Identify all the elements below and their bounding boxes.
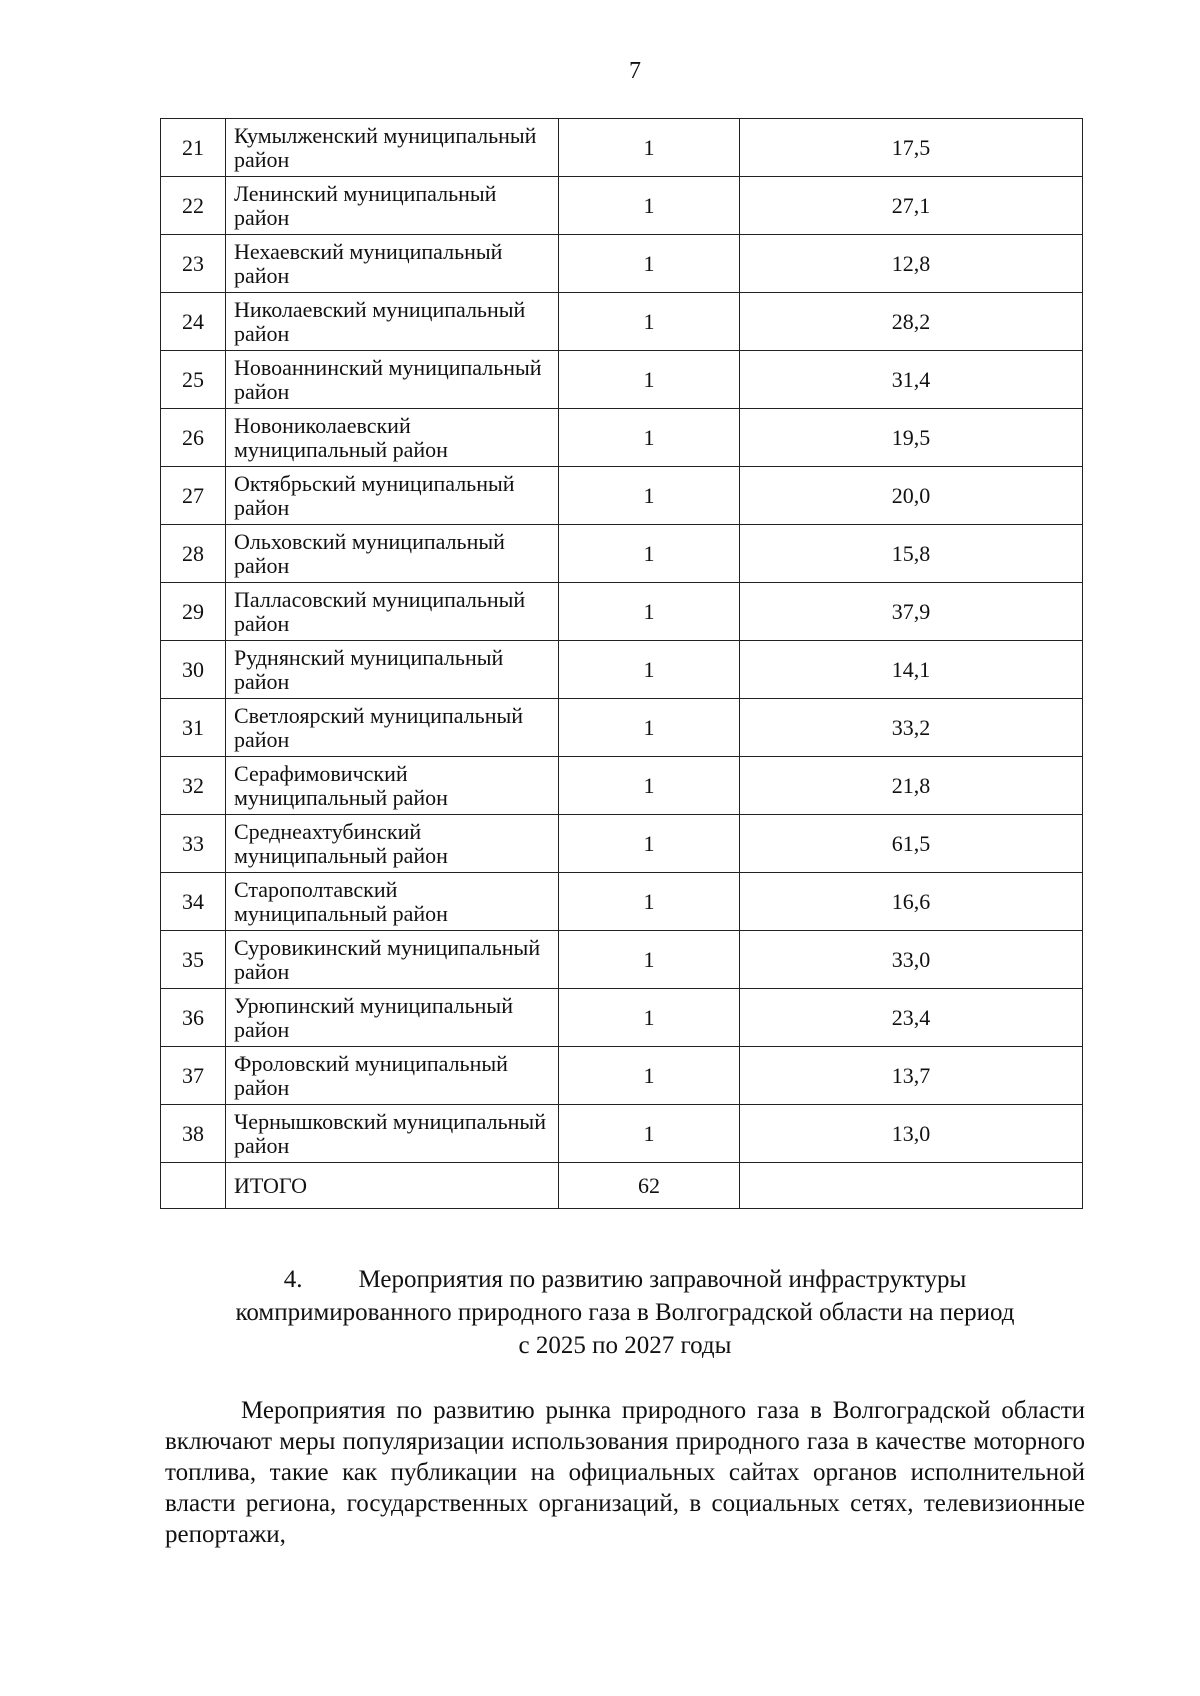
row-count: 1	[559, 815, 740, 873]
district-name: Серафимовичский муниципальный район	[226, 757, 559, 815]
row-value: 33,2	[740, 699, 1083, 757]
row-number: 34	[161, 873, 226, 931]
row-value: 61,5	[740, 815, 1083, 873]
table-row	[161, 873, 1083, 931]
row-number: 37	[161, 1047, 226, 1105]
district-name: Кумылженский муниципальный район	[226, 119, 559, 177]
total-row	[161, 1163, 1083, 1209]
total-number	[161, 1163, 226, 1209]
table-row	[161, 583, 1083, 641]
row-value: 17,5	[740, 119, 1083, 177]
row-count: 1	[559, 989, 740, 1047]
district-name: Среднеахтубинский муниципальный район	[226, 815, 559, 873]
row-count: 1	[559, 873, 740, 931]
row-count: 1	[559, 235, 740, 293]
districts-table	[160, 118, 1083, 1209]
row-count: 1	[559, 293, 740, 351]
section-heading	[150, 1263, 1100, 1362]
district-name: Светлоярский муниципальный район	[226, 699, 559, 757]
district-name: Нехаевский муниципальный район	[226, 235, 559, 293]
total-value	[740, 1163, 1083, 1209]
row-value: 20,0	[740, 467, 1083, 525]
row-value: 14,1	[740, 641, 1083, 699]
row-value: 33,0	[740, 931, 1083, 989]
row-value: 19,5	[740, 409, 1083, 467]
row-count: 1	[559, 1105, 740, 1163]
row-count: 1	[559, 177, 740, 235]
row-value: 15,8	[740, 525, 1083, 583]
row-count: 1	[559, 583, 740, 641]
row-count: 1	[559, 1047, 740, 1105]
table-row	[161, 989, 1083, 1047]
row-count: 1	[559, 699, 740, 757]
row-value: 27,1	[740, 177, 1083, 235]
body-paragraph: Мероприятия по развитию рынка природного газа в Волгоградской области включают меры популяризации использования природного газа в качестве моторного топлива, такие как публикации на официальных сайтах органов исполнительной власти региона, государственных организаций, в социальных сетях, телевизионные репортажи,	[165, 1397, 1085, 1548]
row-number: 38	[161, 1105, 226, 1163]
row-number: 32	[161, 757, 226, 815]
district-name: Палласовский муниципальный район	[226, 583, 559, 641]
table-row	[161, 1047, 1083, 1105]
table-row	[161, 409, 1083, 467]
row-number: 24	[161, 293, 226, 351]
table-row	[161, 235, 1083, 293]
row-value: 23,4	[740, 989, 1083, 1047]
row-count: 1	[559, 641, 740, 699]
table-row	[161, 177, 1083, 235]
row-value: 13,7	[740, 1047, 1083, 1105]
row-count: 1	[559, 931, 740, 989]
row-number: 21	[161, 119, 226, 177]
row-number: 29	[161, 583, 226, 641]
page-number: 7	[629, 58, 641, 84]
row-value: 28,2	[740, 293, 1083, 351]
table-row	[161, 757, 1083, 815]
row-value: 37,9	[740, 583, 1083, 641]
district-name: Николаевский муниципальный район	[226, 293, 559, 351]
row-value: 12,8	[740, 235, 1083, 293]
row-value: 21,8	[740, 757, 1083, 815]
section-number: 4.	[283, 1266, 303, 1293]
section-heading-line-1	[150, 1263, 1100, 1296]
row-number: 33	[161, 815, 226, 873]
row-count: 1	[559, 409, 740, 467]
row-number: 25	[161, 351, 226, 409]
row-number: 30	[161, 641, 226, 699]
table-row	[161, 1105, 1083, 1163]
total-label: ИТОГО	[226, 1163, 559, 1209]
row-number: 28	[161, 525, 226, 583]
row-value: 31,4	[740, 351, 1083, 409]
row-number: 22	[161, 177, 226, 235]
section-title-line-1: Мероприятия по развитию заправочной инфраструктуры	[358, 1266, 967, 1293]
table-row	[161, 931, 1083, 989]
district-name: Урюпинский муниципальный район	[226, 989, 559, 1047]
row-number: 23	[161, 235, 226, 293]
row-count: 1	[559, 757, 740, 815]
row-count: 1	[559, 467, 740, 525]
table-row	[161, 467, 1083, 525]
section-title-line-3: с 2025 по 2027 годы	[518, 1332, 732, 1359]
district-name: Ленинский муниципальный район	[226, 177, 559, 235]
district-name: Новониколаевский муниципальный район	[226, 409, 559, 467]
table-row	[161, 119, 1083, 177]
table-row	[161, 351, 1083, 409]
table-row	[161, 525, 1083, 583]
row-value: 13,0	[740, 1105, 1083, 1163]
row-number: 31	[161, 699, 226, 757]
row-count: 1	[559, 525, 740, 583]
row-number: 26	[161, 409, 226, 467]
table-row	[161, 815, 1083, 873]
district-name: Ольховский муниципальный район	[226, 525, 559, 583]
row-value: 16,6	[740, 873, 1083, 931]
district-name: Новоаннинский муниципальный район	[226, 351, 559, 409]
total-count: 62	[559, 1163, 740, 1209]
row-number: 35	[161, 931, 226, 989]
row-count: 1	[559, 119, 740, 177]
table-row	[161, 641, 1083, 699]
row-number: 27	[161, 467, 226, 525]
district-name: Суровикинский муниципальный район	[226, 931, 559, 989]
district-name: Октябрьский муниципальный район	[226, 467, 559, 525]
table-row	[161, 699, 1083, 757]
row-number: 36	[161, 989, 226, 1047]
district-name: Чернышковский муниципальный район	[226, 1105, 559, 1163]
section-title-line-2: компримированного природного газа в Волгоградской области на период	[235, 1299, 1015, 1326]
district-name: Фроловский муниципальный район	[226, 1047, 559, 1105]
district-name: Руднянский муниципальный район	[226, 641, 559, 699]
district-name: Старополтавский муниципальный район	[226, 873, 559, 931]
table-row	[161, 293, 1083, 351]
row-count: 1	[559, 351, 740, 409]
